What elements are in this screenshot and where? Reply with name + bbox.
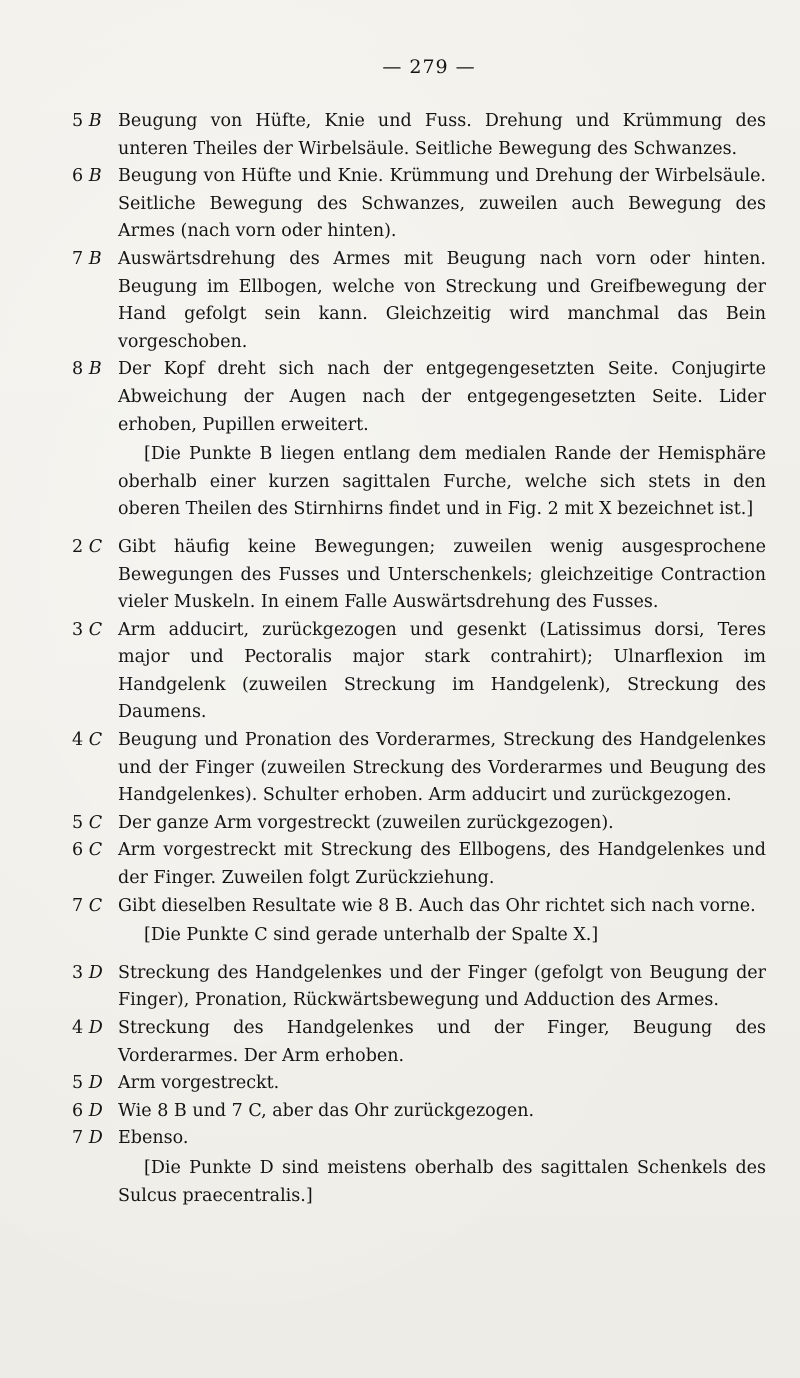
entry-label: 6 D — [72, 1100, 103, 1121]
entry-7b — [72, 246, 766, 356]
entry-label: 6 C — [72, 840, 103, 861]
entry-8b — [72, 356, 766, 439]
entry-label: 3 C — [72, 619, 103, 640]
entry-text: Beugung von Hüfte und Knie. Krümmung und Drehung der Wirbelsäule. Seitliche Bewegung des Schwanzes, zuweilen auch Bewegung des Armes (nach vorn oder hinten). — [118, 166, 766, 242]
note-points-c: [Die Punkte C sind gerade unterhalb der Spalte X.] — [144, 925, 599, 946]
entry-text: Arm adducirt, zurückgezogen und gesenkt (Latissimus dorsi, Teres major und Pectoralis major stark contrahirt); Ulnarflexion im Handgelenk (zuweilen Streckung im Handgelenk), Streckung des Daumens. — [118, 619, 766, 723]
entry-label: 7 D — [72, 1128, 103, 1149]
entry-text: Arm vorgestreckt mit Streckung des Ellbogens, des Handgelenkes und der Finger. Zuweilen folgt Zurückziehung. — [118, 840, 766, 889]
entry-text: Gibt dieselben Resultate wie 8 B. Auch das Ohr richtet sich nach vorne. — [118, 895, 756, 916]
entry-text: Arm vorgestreckt. — [118, 1073, 280, 1094]
entry-text: Auswärtsdrehung des Armes mit Beugung nach vorn oder hinten. Beugung im Ellbogen, welche von Streckung und Greifbewegung der Hand gefolgt sein kann. Gleichzeitig wird manchmal das Bein vorgeschoben. — [118, 248, 766, 352]
note-points-d: [Die Punkte D sind meistens oberhalb des sagittalen Schenkels des Sulcus praecentralis.] — [118, 1157, 766, 1206]
entry-label: 8 B — [72, 359, 102, 380]
entry-label: 2 C — [72, 536, 103, 557]
entry-label: 3 D — [72, 962, 103, 983]
entry-3c — [72, 617, 766, 727]
entry-text: Streckung des Handgelenkes und der Finger, Beugung des Vorderarmes. Der Arm erhoben. — [118, 1018, 766, 1066]
entry-text: Beugung und Pronation des Vorderarmes, Streckung des Handgelenkes und der Finger (zuweilen Streckung des Vorderarmes und Beugung des Handgelenkes). Schulter erhoben. Arm adducirt und zurückgezogen. — [118, 730, 766, 806]
note-points-b: [Die Punkte B liegen entlang dem medialen Rande der Hemisphäre oberhalb einer kurzen sagittalen Furche, welche sich stets in den oberen Theilen des Stirnhirns findet und in Fig. 2 mit X bezeichnet ist.] — [118, 444, 766, 520]
entry-text: Beugung von Hüfte, Knie und Fuss. Drehung und Krümmung des unteren Theiles der Wirbelsäule. Seitliche Bewegung des Schwanzes. — [118, 111, 766, 159]
entry-4c — [72, 727, 766, 810]
entry-3d — [72, 960, 766, 1015]
entry-label: 5 D — [72, 1073, 103, 1094]
entry-5d — [72, 1070, 766, 1098]
entry-7d — [72, 1125, 766, 1153]
entry-text: Wie 8 B und 7 C, aber das Ohr zurückgezogen. — [118, 1100, 535, 1121]
entry-group-b — [72, 108, 766, 524]
entry-label: 7 B — [72, 248, 102, 269]
entry-7c — [72, 893, 766, 921]
entry-5b — [72, 108, 766, 163]
entry-text: Ebenso. — [118, 1128, 189, 1149]
entry-6d — [72, 1098, 766, 1126]
entry-text: Gibt häufig keine Bewegungen; zuweilen wenig ausgesprochene Bewegungen des Fusses und Unterschenkels; gleichzeitige Contraction vieler Muskeln. In einem Falle Auswärtsdrehung des Fusses. — [118, 536, 766, 613]
entry-label: 6 B — [72, 166, 102, 187]
entry-label: 7 C — [72, 895, 103, 916]
entry-4d — [72, 1015, 766, 1070]
entry-label: 5 C — [72, 812, 103, 833]
entry-2c — [72, 534, 766, 617]
entry-6b — [72, 163, 766, 246]
entry-label: 4 C — [72, 730, 103, 751]
entry-text: Der Kopf dreht sich nach der entgegengesetzten Seite. Conjugirte Abweichung der Augen nach der entgegengesetzten Seite. Lider erhoben, Pupillen erweitert. — [118, 359, 766, 435]
entry-6c — [72, 837, 766, 892]
entry-text: Streckung des Handgelenkes und der Finger (gefolgt von Beugung der Finger), Pronation, Rückwärtsbewegung und Adduction des Armes. — [118, 962, 766, 1011]
entry-label: 4 D — [72, 1018, 103, 1038]
entry-label: 5 B — [72, 111, 102, 131]
entry-5c — [72, 810, 766, 838]
entry-group-c — [72, 534, 766, 950]
page-number: — 279 — — [382, 56, 476, 78]
entry-text: Der ganze Arm vorgestreckt (zuweilen zurückgezogen). — [118, 812, 614, 833]
entry-group-d — [72, 960, 766, 1210]
